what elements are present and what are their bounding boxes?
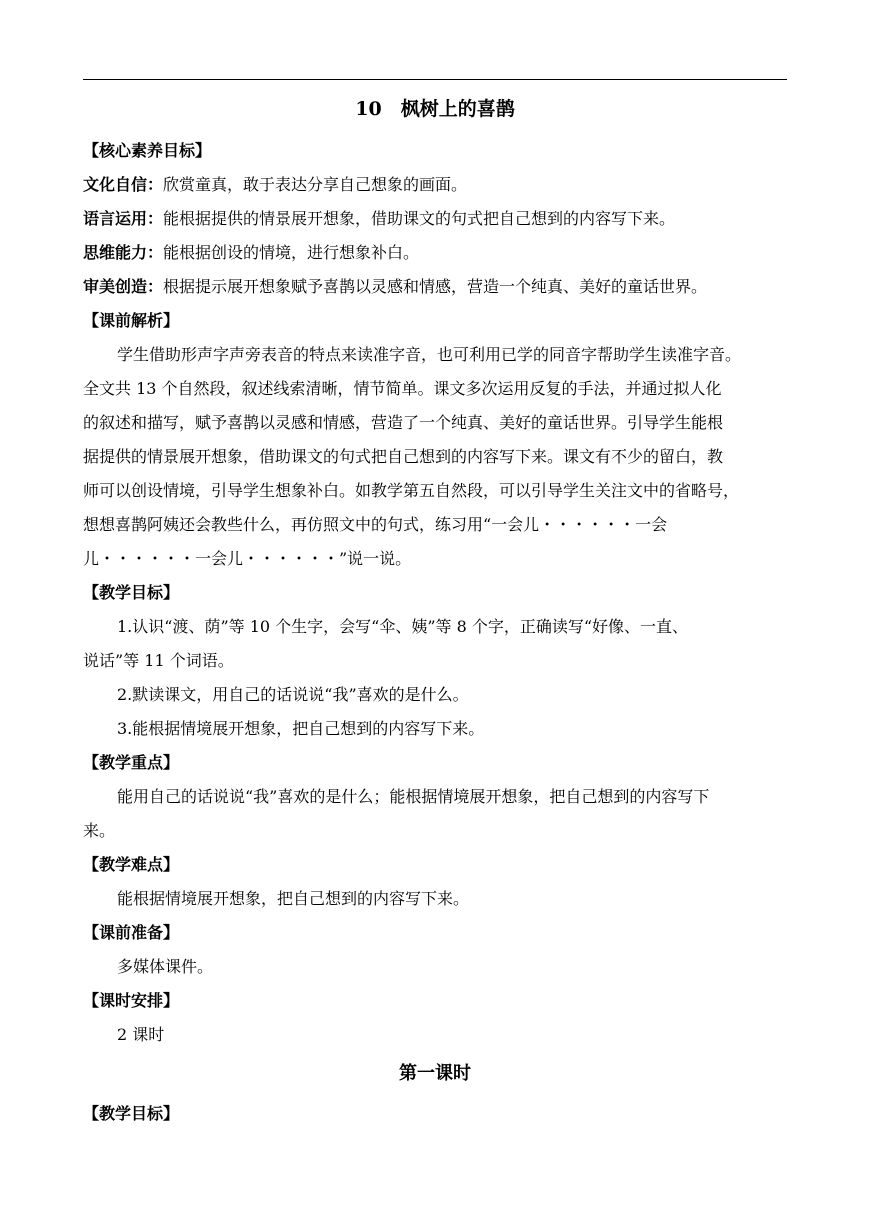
section-heading-pre-analysis: 【课前解析】 (83, 311, 180, 330)
paragraph-line: 说话”等 11 个词语。 (83, 651, 234, 670)
core-goal-label: 思维能力： (83, 243, 164, 262)
core-goal-item (83, 209, 675, 229)
paragraph-line: 全文共 13 个自然段，叙述线索清晰，情节简单。课文多次运用反复的手法，并通过拟人化 (83, 379, 722, 398)
paragraph-line: 多媒体课件。 (117, 957, 214, 976)
core-goal-text: 欣赏童真，敢于表达分享自己想象的画面。 (163, 175, 468, 194)
section-heading-teaching-goals: 【教学目标】 (83, 583, 180, 602)
section-heading-preparation: 【课前准备】 (83, 923, 180, 942)
core-goal-text: 根据提示展开想象赋予喜鹊以灵感和情感，营造一个纯真、美好的童话世界。 (163, 277, 708, 296)
paragraph-line: 学生借助形声字声旁表音的特点来读准字音，也可利用已学的同音字帮助学生读准字音。 (117, 345, 742, 364)
section-heading-difficulties: 【教学难点】 (83, 855, 180, 874)
section-heading-key-points: 【教学重点】 (83, 753, 180, 772)
paragraph-line: 据提供的情景展开想象，借助课文的句式把自己想到的内容写下来。课文有不少的留白，教 (83, 447, 724, 466)
paragraph-line: 3.能根据情境展开想象，把自己想到的内容写下来。 (117, 719, 485, 738)
paragraph-line: 2 课时 (117, 1025, 165, 1044)
section-heading-lesson-goals: 【教学目标】 (83, 1104, 180, 1123)
section-heading-schedule: 【课时安排】 (83, 991, 180, 1010)
paragraph-line: 1.认识“渡、荫”等 10 个生字，会写“伞、姨”等 8 个字，正确读写“好像、一直、 (117, 617, 689, 636)
paragraph-line: 师可以创设情境，引导学生想象补白。如教学第五自然段，可以引导学生关注文中的省略号， (83, 481, 740, 500)
core-goal-item (83, 277, 707, 297)
core-goal-label: 审美创造： (83, 277, 164, 296)
paragraph-line: 想想喜鹊阿姨还会教些什么，再仿照文中的句式，练习用“一会儿・・・・・・一会 (83, 515, 668, 534)
paragraph-line: 的叙述和描写，赋予喜鹊以灵感和情感，营造了一个纯真、美好的童话世界。引导学生能根 (83, 413, 724, 432)
header-rule (83, 79, 787, 80)
document-title: 10 枫树上的喜鹊 (355, 98, 515, 120)
section-heading-core-goals: 【核心素养目标】 (83, 141, 212, 160)
core-goal-text: 能根据提供的情景展开想象，借助课文的句式把自己想到的内容写下来。 (163, 209, 676, 228)
core-goal-text: 能根据创设的情境，进行想象补白。 (163, 243, 420, 262)
core-goal-label: 语言运用： (83, 209, 164, 228)
paragraph-line: 能根据情境展开想象，把自己想到的内容写下来。 (117, 889, 470, 908)
core-goal-item (83, 243, 419, 263)
paragraph-line: 来。 (83, 821, 116, 840)
core-goal-item (83, 175, 467, 195)
core-goal-label: 文化自信： (83, 175, 164, 194)
paragraph-line: 儿・・・・・・一会儿・・・・・・”说一说。 (83, 549, 412, 568)
paragraph-line: 能用自己的话说说“我”喜欢的是什么；能根据情境展开想象，把自己想到的内容写下 (117, 787, 710, 806)
lesson-one-title: 第一课时 (399, 1063, 471, 1084)
paragraph-line: 2.默读课文，用自己的话说说“我”喜欢的是什么。 (117, 685, 469, 704)
